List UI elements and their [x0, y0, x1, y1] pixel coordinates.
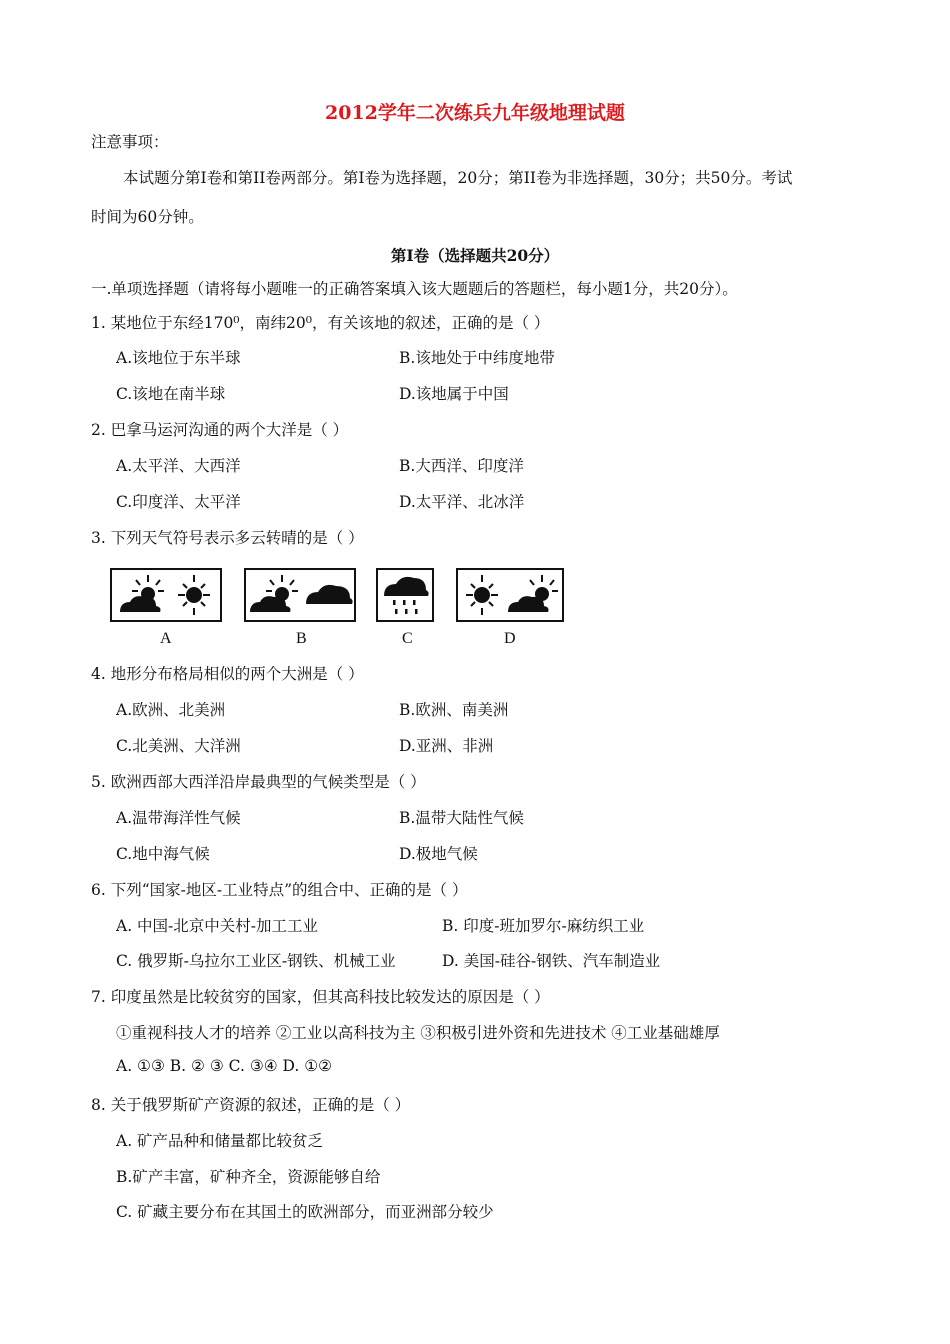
q6-option-a: A. 中国-北京中关村-加工工业	[116, 917, 319, 935]
q5-stem: 5. 欧洲西部大西洋沿岸最典型的气候类型是（ ）	[91, 773, 426, 791]
partly-cloudy-to-sunny-icon	[112, 570, 220, 620]
q5-option-a: A.温带海洋性气候	[116, 809, 241, 827]
q7-statements: ①重视科技人才的培养 ②工业以高科技为主 ③积极引进外资和先进技术 ④工业基础雄厚	[116, 1024, 720, 1042]
exam-title: 2012学年二次练兵九年级地理试题	[325, 102, 625, 124]
q5-option-d: D.极地气候	[399, 845, 478, 863]
q7-stem: 7. 印度虽然是比较贫穷的国家，但其高科技比较发达的原因是（ ）	[91, 988, 550, 1006]
weather-box-d	[456, 568, 564, 622]
q1-option-d: D.该地属于中国	[399, 385, 509, 403]
q6-option-b: B. 印度-班加罗尔-麻纺织工业	[442, 917, 645, 935]
weather-box-a	[110, 568, 222, 622]
q8-option-c: C. 矿藏主要分布在其国土的欧洲部分，而亚洲部分较少	[116, 1203, 494, 1221]
sunny-to-partly-cloudy-icon	[458, 570, 562, 620]
weather-label-d: D	[504, 630, 516, 647]
section-heading: 第I卷（选择题共20分）	[390, 246, 560, 265]
q4-option-d: D.亚洲、非洲	[399, 737, 494, 755]
q1-option-a: A.该地位于东半球	[116, 349, 241, 367]
q3-stem: 3. 下列天气符号表示多云转晴的是（ ）	[91, 529, 364, 547]
q4-stem: 4. 地形分布格局相似的两个大洲是（ ）	[91, 665, 364, 683]
q4-option-b: B.欧洲、南美洲	[399, 701, 509, 719]
q2-option-d: D.太平洋、北冰洋	[399, 493, 525, 511]
intro-line-1: 本试题分第I卷和第II卷两部分。第I卷为选择题，20分；第II卷为非选择题，30分；共50分。考试	[123, 169, 793, 187]
weather-symbols	[110, 568, 570, 658]
weather-box-c	[376, 568, 434, 622]
q5-option-b: B.温带大陆性气候	[399, 809, 524, 827]
intro-line-2: 时间为60分钟。	[91, 208, 204, 226]
q2-option-a: A.太平洋、大西洋	[116, 457, 241, 475]
q8-stem: 8. 关于俄罗斯矿产资源的叙述，正确的是（ ）	[91, 1096, 411, 1114]
q6-option-c: C. 俄罗斯-乌拉尔工业区-钢铁、机械工业	[116, 952, 396, 970]
q2-stem: 2. 巴拿马运河沟通的两个大洋是（ ）	[91, 421, 349, 439]
q1-stem: 1. 某地位于东经170⁰，南纬20⁰，有关该地的叙述，正确的是（ ）	[91, 314, 550, 332]
q4-option-c: C.北美洲、大洋洲	[116, 737, 241, 755]
q2-option-b: B.大西洋、印度洋	[399, 457, 524, 475]
partly-cloudy-to-cloudy-icon	[246, 570, 354, 620]
weather-label-b: B	[296, 630, 307, 647]
q6-stem: 6. 下列“国家-地区-工业特点”的组合中、正确的是（ ）	[91, 881, 468, 899]
q2-option-c: C.印度洋、太平洋	[116, 493, 241, 511]
part1-heading: 一.单项选择题（请将每小题唯一的正确答案填入该大题题后的答题栏，每小题1分，共20分）。	[91, 280, 738, 298]
rain-icon	[378, 570, 432, 620]
weather-label-a: A	[160, 630, 172, 647]
weather-box-b	[244, 568, 356, 622]
q1-option-b: B.该地处于中纬度地带	[399, 349, 555, 367]
q8-option-a: A. 矿产品种和储量都比较贫乏	[116, 1132, 324, 1150]
q5-option-c: C.地中海气候	[116, 845, 210, 863]
q8-option-b: B.矿产丰富，矿种齐全，资源能够自给	[116, 1168, 381, 1186]
q4-option-a: A.欧洲、北美洲	[116, 701, 226, 719]
weather-label-c: C	[402, 630, 413, 647]
q7-options: A. ①③ B. ② ③ C. ③④ D. ①②	[116, 1057, 333, 1075]
q1-option-c: C.该地在南半球	[116, 385, 226, 403]
notice-label: 注意事项：	[91, 133, 169, 151]
q6-option-d: D. 美国-硅谷-钢铁、汽车制造业	[442, 952, 661, 970]
